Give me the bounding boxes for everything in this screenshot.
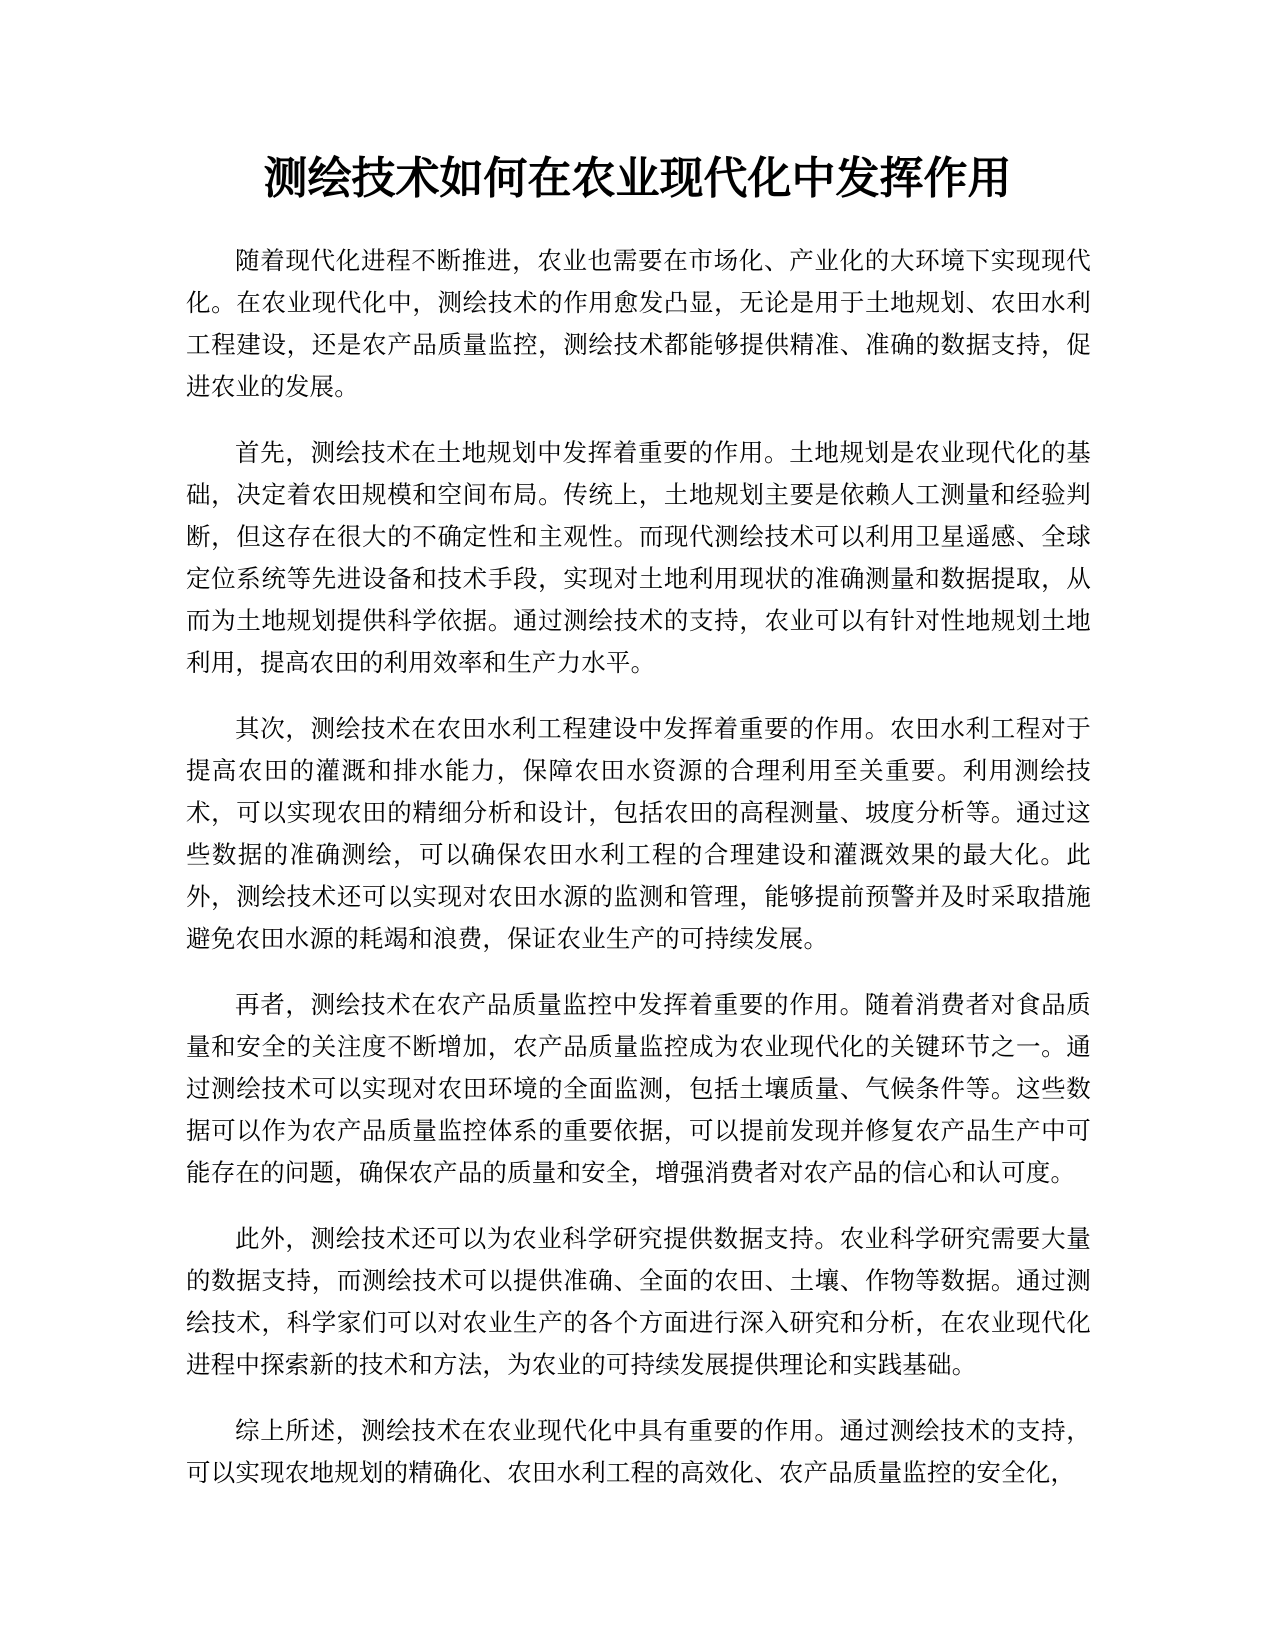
document-body — [186, 240, 1091, 1518]
paragraph-quality-monitoring: 再者，测绘技术在农产品质量监控中发挥着重要的作用。随着消费者对食品质量和安全的关注度不断增加，农产品质量监控成为农业现代化的关键环节之一。通过测绘技术可以实现对农田环境的全面监测，包括土壤质量、气候条件等。这些数据可以作为农产品质量监控体系的重要依据，可以提前发现并修复农产品生产中可能存在的问题，确保农产品的质量和安全，增强消费者对农产品的信心和认可度。 — [186, 990, 1091, 1187]
paragraph-intro: 随着现代化进程不断推进，农业也需要在市场化、产业化的大环境下实现现代化。在农业现代化中，测绘技术的作用愈发凸显，无论是用于土地规划、农田水利工程建设，还是农产品质量监控，测绘技术都能够提供精准、准确的数据支持，促进农业的发展。 — [186, 246, 1091, 401]
paragraph-conclusion: 综上所述，测绘技术在农业现代化中具有重要的作用。通过测绘技术的支持，可以实现农地规划的精确化、农田水利工程的高效化、农产品质量监控的安全化， — [186, 1416, 1091, 1487]
paragraph-research: 此外，测绘技术还可以为农业科学研究提供数据支持。农业科学研究需要大量的数据支持，而测绘技术可以提供准确、全面的农田、土壤、作物等数据。通过测绘技术，科学家们可以对农业生产的各个方面进行深入研究和分析，在农业现代化进程中探索新的技术和方法，为农业的可持续发展提供理论和实践基础。 — [186, 1224, 1091, 1379]
paragraph-irrigation: 其次，测绘技术在农田水利工程建设中发挥着重要的作用。农田水利工程对于提高农田的灌溉和排水能力，保障农田水资源的合理利用至关重要。利用测绘技术，可以实现农田的精细分析和设计，包括农田的高程测量、坡度分析等。通过这些数据的准确测绘，可以确保农田水利工程的合理建设和灌溉效果的最大化。此外，测绘技术还可以实现对农田水源的监测和管理，能够提前预警并及时采取措施避免农田水源的耗竭和浪费，保证农业生产的可持续发展。 — [186, 714, 1091, 953]
paragraph-land-planning: 首先，测绘技术在土地规划中发挥着重要的作用。土地规划是农业现代化的基础，决定着农田规模和空间布局。传统上，土地规划主要是依赖人工测量和经验判断，但这存在很大的不确定性和主观性。而现代测绘技术可以利用卫星遥感、全球定位系统等先进设备和技术手段，实现对土地利用现状的准确测量和数据提取，从而为土地规划提供科学依据。通过测绘技术的支持，农业可以有针对性地规划土地利用，提高农田的利用效率和生产力水平。 — [186, 438, 1091, 677]
document-title: 测绘技术如何在农业现代化中发挥作用 — [263, 153, 1012, 204]
